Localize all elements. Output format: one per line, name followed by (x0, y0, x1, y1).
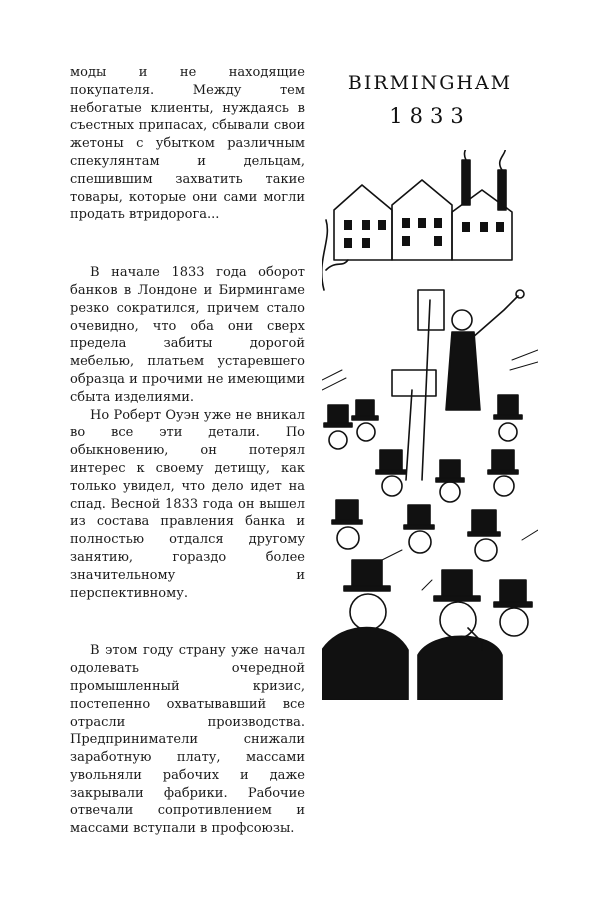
banner-pole (422, 300, 430, 480)
speaker-head (452, 310, 472, 330)
placard (392, 370, 436, 396)
crowd-coats (322, 628, 502, 701)
illustration-year: 1833 (389, 104, 471, 128)
paragraph-gap (70, 602, 305, 642)
chimney (462, 160, 470, 205)
paragraph-4: В этом году страну уже начал одолевать очередной промышленный кризис, постепенно охватывавший все отрасли производства. Предприниматели снижали заработную плату, массами увольняли рабочих и даже закрывали фабрики. Рабочие отвечали сопротивлением и массами вступали в профсоюзы. (70, 643, 305, 837)
illustration-title: BIRMINGHAM (347, 72, 513, 94)
paragraph-1: моды и не находящие покупателя. Между тем небогатые клиенты, нуждаясь в съестных припасах, сбывали свои жетоны с убытком различным спекулянтам и дельцам, спешившим захватить такие товары, которые они сами могли продать втридорога... (70, 65, 305, 223)
crowd-drawing (322, 150, 538, 700)
paragraph-2: В начале 1833 года оборот банков в Лондоне и Бирмингаме резко сократился, причем стало очевидно, что оба они сверх предела забиты дорогой мебелью, платьем устаревшего образца и прочими не имеющими сбыта изделиями. (70, 265, 305, 405)
text-column (70, 64, 305, 838)
speaker-body (446, 332, 480, 410)
placard-pole (406, 390, 412, 480)
paragraph-gap (70, 224, 305, 264)
speaker-hand (516, 290, 524, 298)
speaker-arm (472, 296, 518, 338)
banner-sign (418, 290, 444, 330)
tree (322, 220, 348, 290)
illustration (322, 60, 538, 700)
windows (344, 218, 504, 248)
paragraph-3: Но Роберт Оуэн уже не вникал во все эти детали. По обыкновению, он потерял интерес к своему детищу, как только увидел, что дело идет на спад. Весной 1833 года он вышел из состава правления банка и полностью отдался другому занятию, гораздо более значительному и перспективному. (70, 407, 305, 601)
